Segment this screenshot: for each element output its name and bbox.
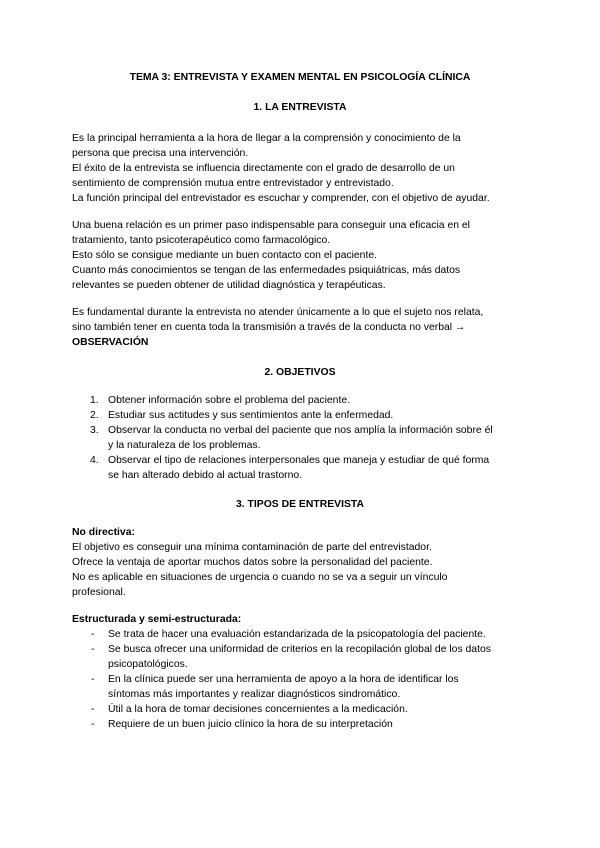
list-item: Observar la conducta no verbal del paciente que nos amplía la información sobre él	[108, 425, 493, 436]
list-item-cont: se han alterado debido al actual trastorno.	[108, 470, 303, 481]
s1-p2-line: relevantes se pueden obtener de utilidad diagnóstica y terapéuticas.	[72, 280, 386, 291]
list-item: Útil a la hora de tomar decisiones concernientes a la medicación.	[108, 704, 408, 715]
s1-p1-line: persona que precisa una intervención.	[72, 148, 249, 159]
section-3-heading: 3. TIPOS DE ENTREVISTA	[236, 499, 364, 510]
dash-bullet: -	[91, 629, 95, 640]
list-item-cont: síntomas más importantes y realizar diagnósticos sindromático.	[108, 689, 401, 700]
s1-p2-line: Esto sólo se consigue mediante un buen contacto con el paciente.	[72, 250, 377, 261]
list-item: Obtener información sobre el problema del paciente.	[108, 395, 351, 406]
list-number: 4.	[90, 455, 99, 466]
list-item: En la clínica puede ser una herramienta de apoyo a la hora de identificar los	[108, 674, 459, 685]
dash-bullet: -	[91, 704, 95, 715]
document-title: TEMA 3: ENTREVISTA Y EXAMEN MENTAL EN PSICOLOGÍA CLÍNICA	[129, 72, 471, 83]
s1-p1-line: La función principal del entrevistador es escuchar y comprender, con el objetivo de ayudar.	[72, 193, 490, 204]
no-directiva-line: El objetivo es conseguir una mínima contaminación de parte del entrevistador.	[72, 542, 432, 553]
no-directiva-line: No es aplicable en situaciones de urgencia o cuando no se va a seguir un vínculo	[72, 572, 448, 583]
list-item: Se trata de hacer una evaluación estandarizada de la psicopatología del paciente.	[108, 629, 486, 640]
dash-bullet: -	[91, 719, 95, 730]
list-item-cont: psicopatológicos.	[108, 659, 188, 670]
section-2-heading: 2. OBJETIVOS	[264, 367, 336, 378]
no-directiva-line: Ofrece la ventaja de aportar muchos datos sobre la personalidad del paciente.	[72, 557, 433, 568]
list-number: 1.	[90, 395, 99, 406]
s1-p1-line: sentimiento de comprensión mutua entre entrevistador y entrevistado.	[72, 178, 394, 189]
list-number: 3.	[90, 425, 99, 436]
s1-p3-observacion: OBSERVACIÓN	[72, 337, 149, 348]
s1-p2-line: Una buena relación es un primer paso indispensable para conseguir una eficacia en el	[72, 220, 470, 231]
s1-p2-line: tratamiento, tanto psicoterapéutico como farmacológico.	[72, 235, 331, 246]
s1-p2-line: Cuanto más conocimientos se tengan de las enfermedades psiquiátricas, más datos	[72, 265, 461, 276]
s1-p1-line: El éxito de la entrevista se influencia directamente con el grado de desarrollo de un	[72, 163, 455, 174]
list-item: Estudiar sus actitudes y sus sentimientos ante la enfermedad.	[108, 410, 394, 421]
list-number: 2.	[90, 410, 99, 421]
s1-p3-line: sino también tener en cuenta toda la transmisión a través de la conducta no verbal →	[72, 322, 466, 333]
section-1-heading: 1. LA ENTREVISTA	[253, 102, 347, 113]
estructurada-title: Estructurada y semi-estructurada:	[72, 614, 242, 625]
no-directiva-line: profesional.	[72, 587, 126, 598]
dash-bullet: -	[91, 674, 95, 685]
dash-bullet: -	[91, 644, 95, 655]
s1-p1-line: Es la principal herramienta a la hora de llegar a la comprensión y conocimiento de la	[72, 133, 461, 144]
no-directiva-title: No directiva:	[72, 527, 135, 538]
list-item: Se busca ofrecer una uniformidad de criterios en la recopilación global de los datos	[108, 644, 491, 655]
list-item-cont: y la naturaleza de los problemas.	[108, 440, 261, 451]
list-item: Observar el tipo de relaciones interpersonales que maneja y estudiar de qué forma	[108, 455, 490, 466]
list-item: Requiere de un buen juicio clínico la hora de su interpretación	[108, 719, 393, 730]
s1-p3-line: Es fundamental durante la entrevista no atender únicamente a lo que el sujeto nos relata,	[72, 307, 484, 318]
